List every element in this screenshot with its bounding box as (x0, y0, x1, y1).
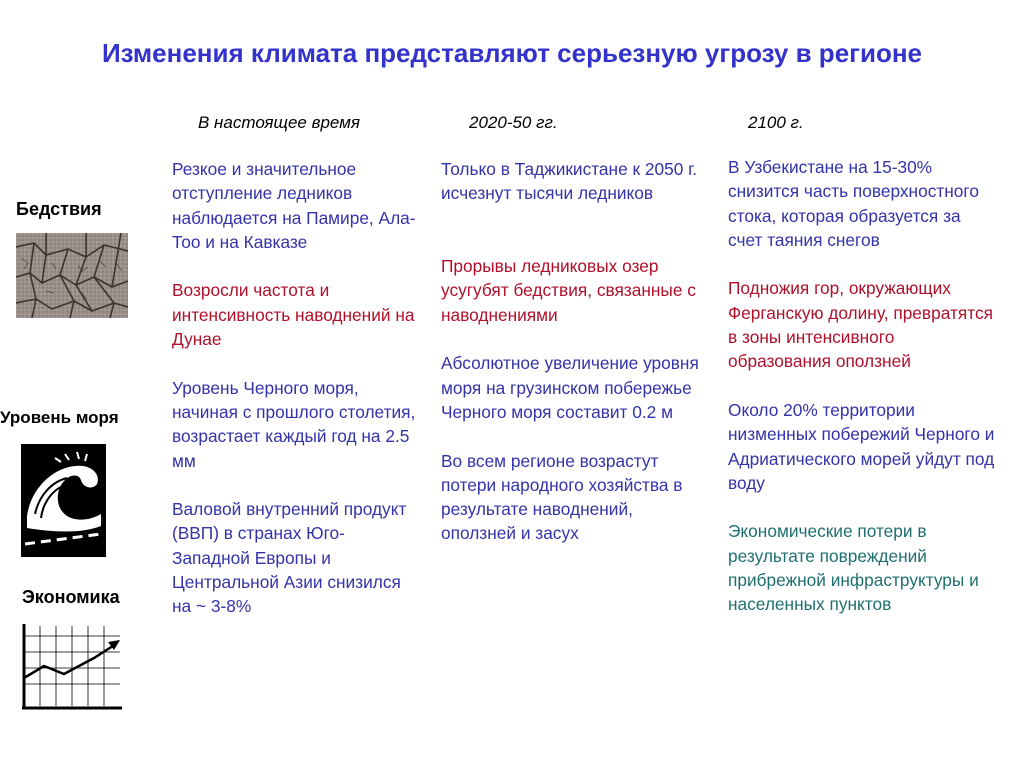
column-present (172, 157, 422, 643)
present-sea-level-text: Уровень Черного моря, начиная с прошлого столетия, возрастает каждый год на 2.5 мм (172, 377, 416, 471)
present-economy-text: Валовой внутренний продукт (ВВП) в странах Юго-Западной Европы и Центральной Азии снизился на ~ 3-8% (172, 499, 407, 617)
present-glaciers-text: Резкое и значительное отступление ледников наблюдается на Памире, Ала-Тоо и на Кавказе (172, 159, 416, 252)
column-header-2020-50: 2020-50 гг. (469, 113, 558, 132)
year2100-glaciers-text: В Узбекистане на 15-30% снизится часть поверхностного стока, которая образуется за счет таяния снегов (728, 157, 979, 250)
column-header-2100: 2100 г. (748, 113, 804, 132)
year2100-economy-text: Экономические потери в результате повреждений прибрежной инфраструктуры и населенных пунктов (728, 521, 979, 615)
column-2100 (728, 155, 998, 641)
mid-economy-text: Во всем регионе возрастут потери народного хозяйства в результате наводнений, оползней и засух (441, 450, 683, 544)
wave-icon (21, 444, 106, 557)
year2100-sea-level-text: Около 20% территории низменных побережий Черного и Адриатического морей уйдут под воду (728, 399, 995, 493)
growth-chart-icon (16, 620, 124, 712)
column-2020-50 (441, 157, 707, 570)
present-floods-text: Возросли частота и интенсивность наводнений на Дунае (172, 280, 415, 350)
column-header-present: В настоящее время (198, 113, 360, 132)
row-label-sea-level: Уровень моря (0, 408, 119, 427)
mid-glaciers-text: Только в Таджикистане к 2050 г. исчезнут тысячи ледников (441, 159, 698, 204)
mid-sea-level-text: Абсолютное увеличение уровня моря на грузинском побережье Черного моря составит 0.2 м (441, 353, 699, 422)
mid-floods-text: Прорывы ледниковых озер усугубят бедствия, связанные с наводнениями (441, 256, 696, 325)
year2100-floods-text: Подножия гор, окружающих Ферганскую долину, превратятся в зоны интенсивного образования оползней (728, 278, 993, 372)
slide-title: Изменения климата представляют серьезную угрозу в регионе (101, 38, 923, 68)
row-label-disasters: Бедствия (16, 199, 102, 219)
row-label-economy: Экономика (22, 587, 120, 607)
cracked-earth-icon (16, 233, 128, 318)
